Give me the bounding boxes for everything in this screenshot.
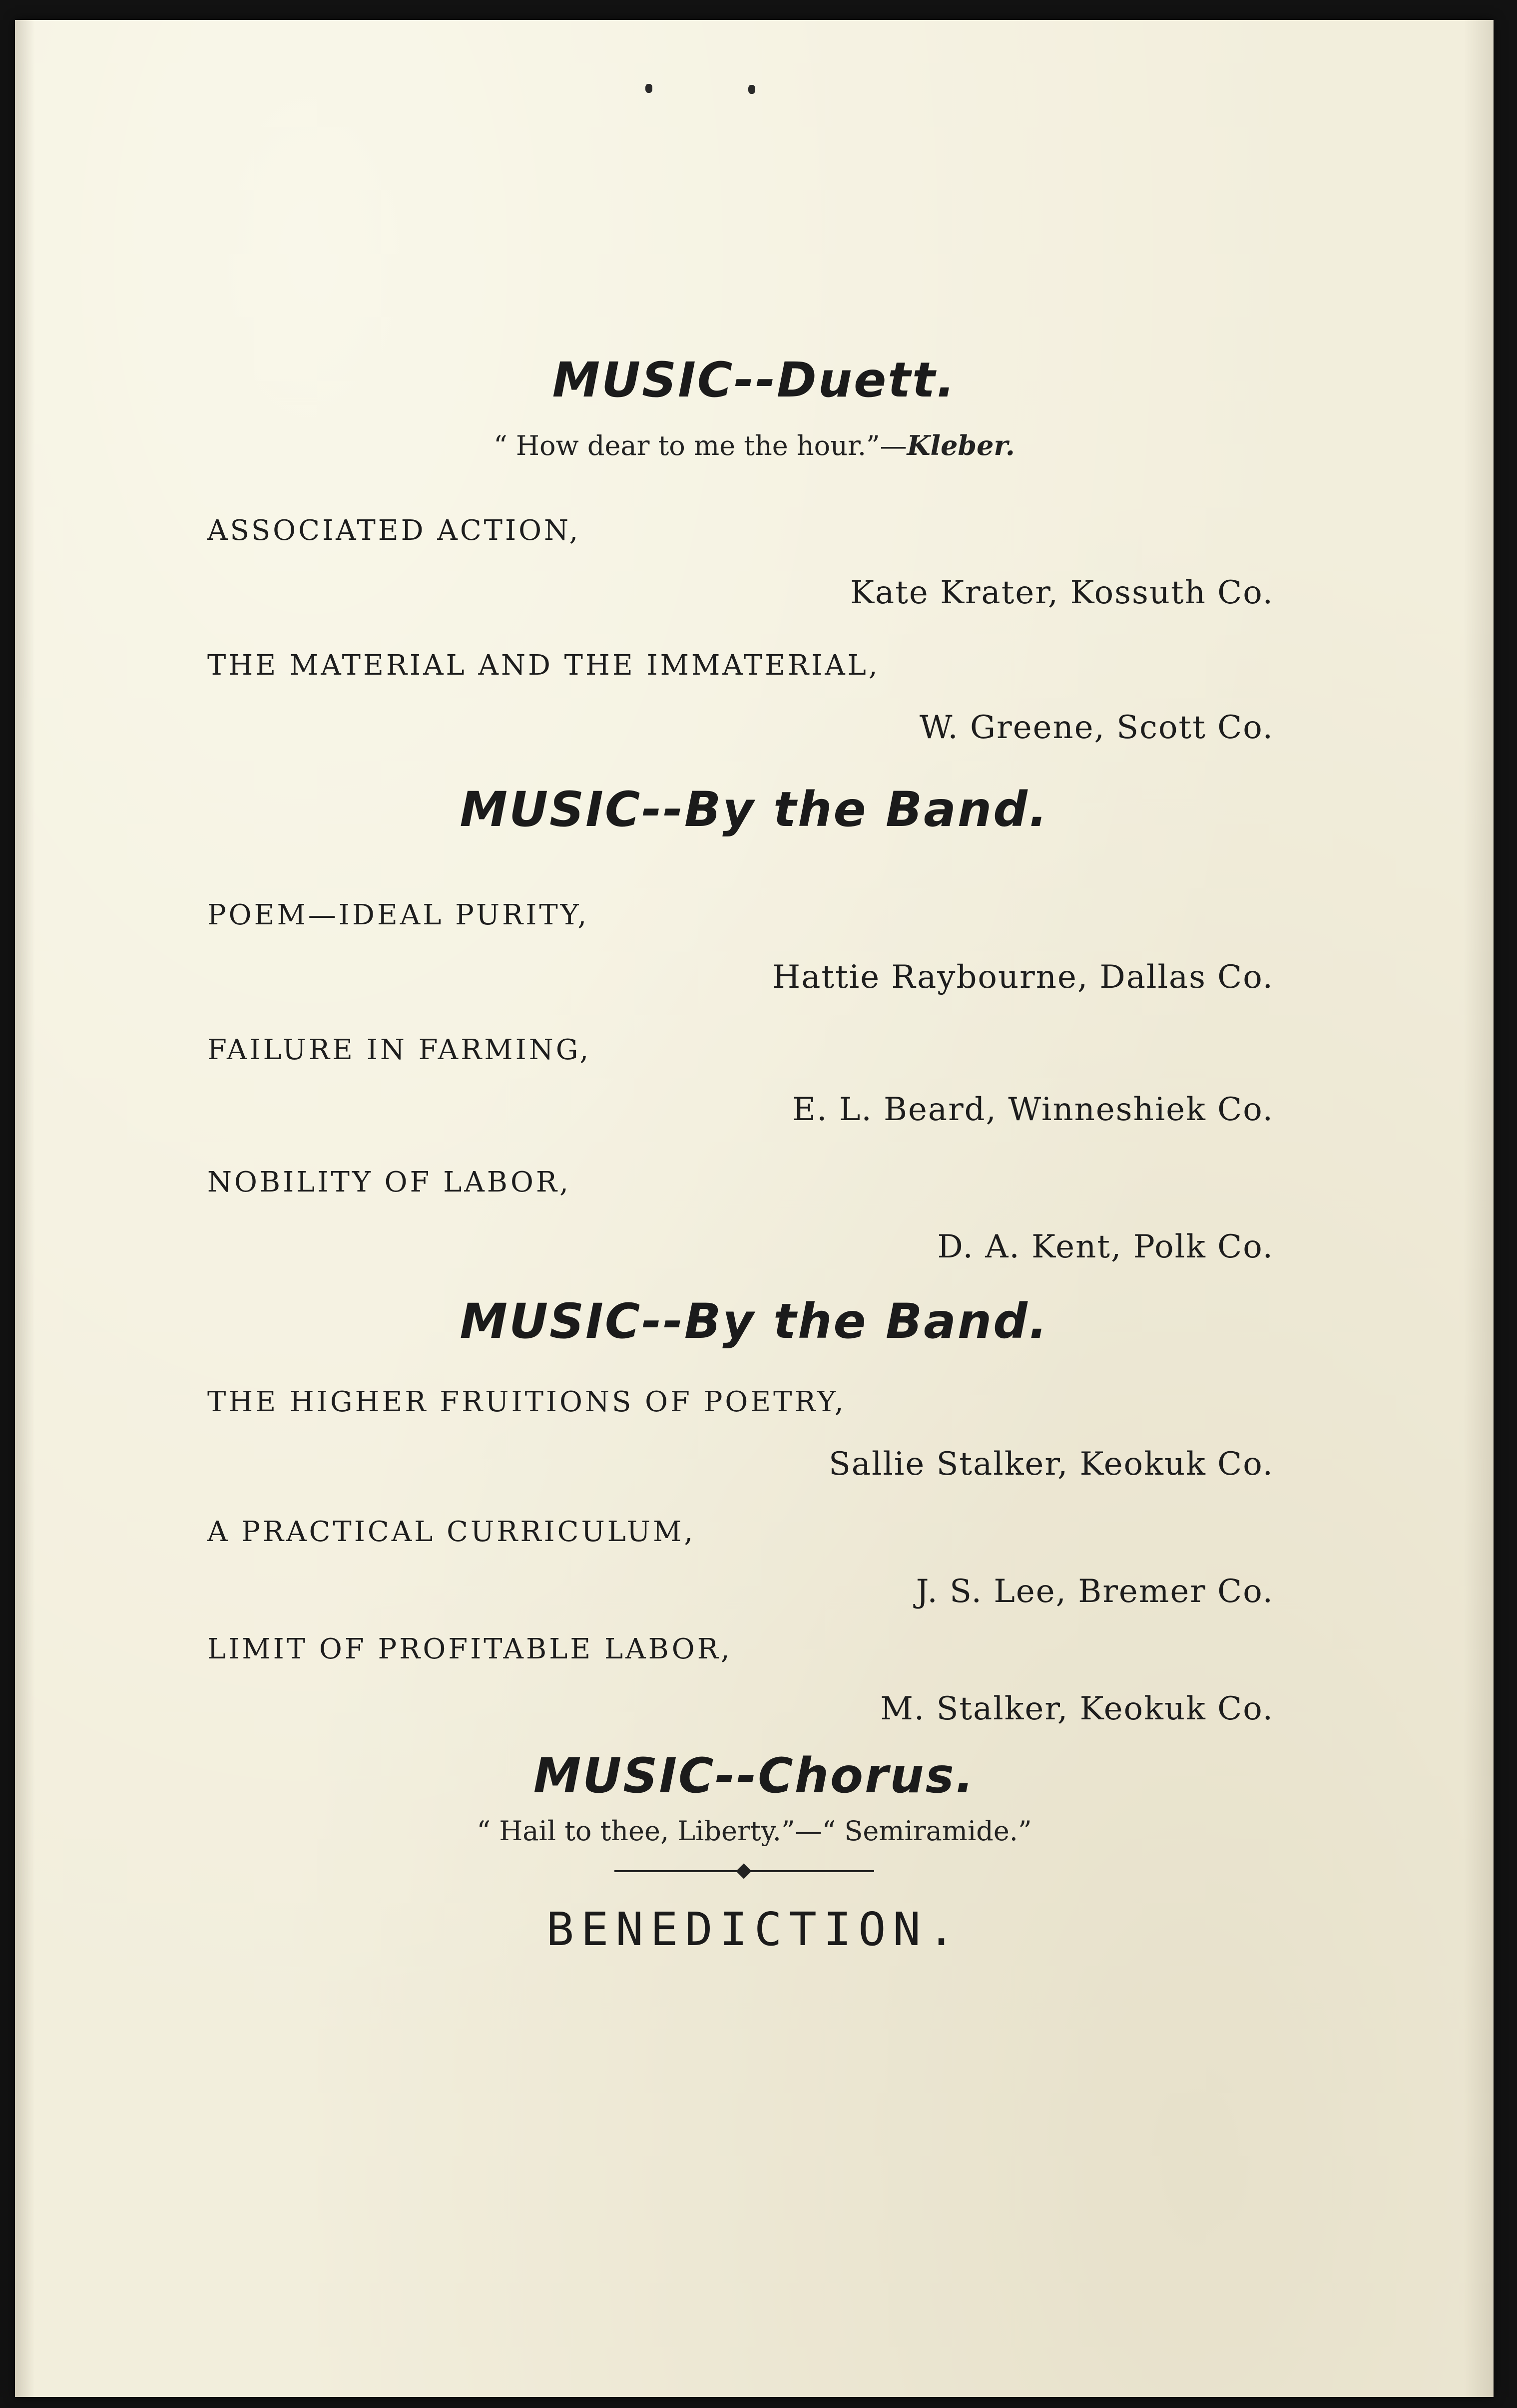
entry-author: Sallie Stalker, Keokuk Co. — [828, 1446, 1274, 1483]
quote-attribution: Kleber. — [907, 429, 1015, 461]
quote-line: “ Hail to thee, Liberty.”—“ Semiramide.” — [477, 1815, 1032, 1847]
entry-title: A PRACTICAL CURRICULUM, — [207, 1516, 696, 1548]
entry-title: POEM—IDEAL PURITY, — [207, 899, 589, 931]
entry-title: FAILURE IN FARMING, — [207, 1034, 591, 1066]
pinhole-mark — [748, 85, 755, 94]
pinhole-mark — [645, 84, 652, 93]
entry-author: Kate Krater, Kossuth Co. — [850, 574, 1274, 611]
quote-line — [15, 429, 1494, 461]
entry-title: ASSOCIATED ACTION, — [207, 514, 581, 547]
quote-text: “ How dear to me the hour.”— — [494, 430, 907, 461]
entry-author: E. L. Beard, Winneshiek Co. — [792, 1091, 1274, 1128]
entry-title: THE MATERIAL AND THE IMMATERIAL, — [207, 649, 880, 682]
entry-author: J. S. Lee, Bremer Co. — [916, 1573, 1274, 1610]
entry-title: THE HIGHER FRUITIONS OF POETRY, — [207, 1386, 846, 1418]
entry-author: W. Greene, Scott Co. — [919, 709, 1274, 746]
entry-author: M. Stalker, Keokuk Co. — [880, 1690, 1274, 1727]
benediction-heading: BENEDICTION. — [546, 1903, 963, 1956]
entry-author: Hattie Raybourne, Dallas Co. — [772, 959, 1274, 996]
music-heading-band: MUSIC--By the Band. — [460, 782, 1049, 837]
entry-title: NOBILITY OF LABOR, — [207, 1166, 571, 1199]
music-heading-band: MUSIC--By the Band. — [460, 1293, 1049, 1349]
entry-author: D. A. Kent, Polk Co. — [937, 1228, 1274, 1265]
entry-title: LIMIT OF PROFITABLE LABOR, — [207, 1633, 732, 1665]
program-page — [15, 20, 1494, 2397]
rule-diamond-ornament — [736, 1863, 751, 1879]
music-heading-chorus: MUSIC--Chorus. — [533, 1748, 976, 1804]
music-heading-duett: MUSIC--Duett. — [552, 352, 957, 408]
